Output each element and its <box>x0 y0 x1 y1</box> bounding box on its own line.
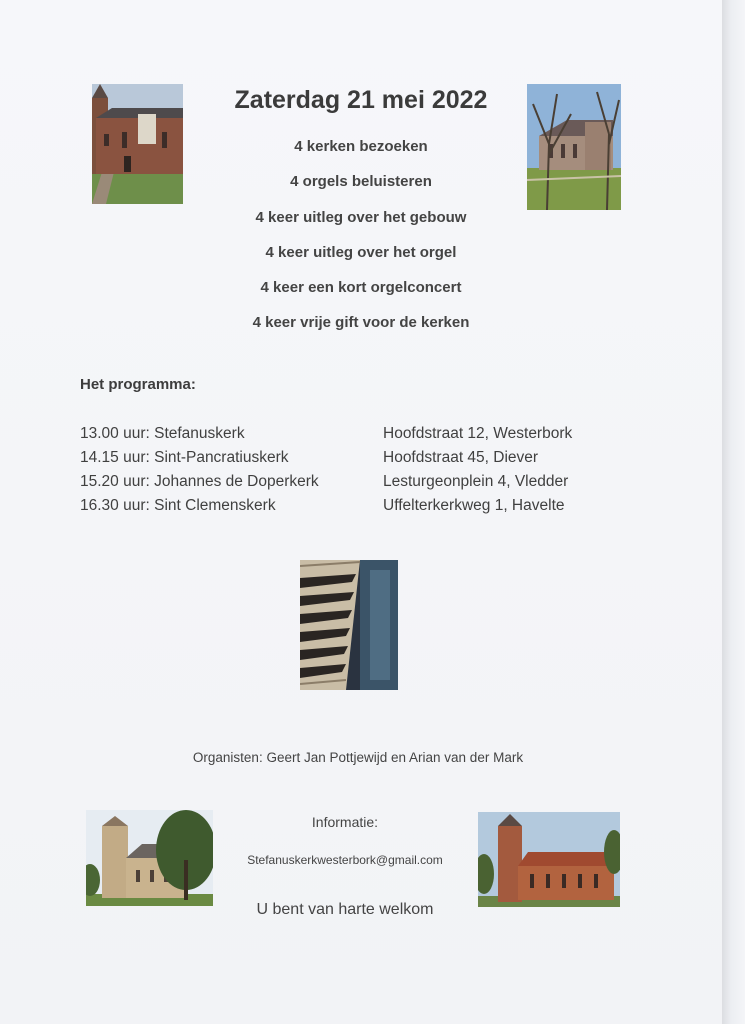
paper-edge <box>722 0 745 1024</box>
contact-email: Stefanuskerkwesterbork@gmail.com <box>247 853 443 867</box>
program-time: 14.15 uur: Sint-Pancratiuskerk <box>80 449 289 466</box>
program-time: 16.30 uur: Sint Clemenskerk <box>80 497 276 514</box>
program-address: Hoofdstraat 45, Diever <box>383 449 539 466</box>
program-time: 13.00 uur: Stefanuskerk <box>80 425 245 442</box>
organ-keys-photo <box>300 560 398 690</box>
program-address: Lesturgeonplein 4, Vledder <box>383 473 569 490</box>
program-address: Hoofdstraat 12, Westerbork <box>383 425 573 442</box>
program-time: 15.20 uur: Johannes de Doperkerk <box>80 473 319 490</box>
feature-line: 4 orgels beluisteren <box>290 173 432 190</box>
church-photo-bottom-right <box>478 812 620 907</box>
program-heading: Het programma: <box>80 376 196 393</box>
feature-line: 4 kerken bezoeken <box>294 138 428 155</box>
feature-line: 4 keer een kort orgelconcert <box>260 279 462 296</box>
feature-line: 4 keer uitleg over het orgel <box>265 244 457 261</box>
organists-line: Organisten: Geert Jan Pottjewijd en Arian van der Mark <box>192 750 524 765</box>
event-title: Zaterdag 21 mei 2022 <box>234 86 488 114</box>
welcome-text: U bent van harte welkom <box>256 901 434 918</box>
program-address: Uffelterkerkweg 1, Havelte <box>383 497 565 514</box>
info-label: Informatie: <box>311 814 379 830</box>
feature-line: 4 keer uitleg over het gebouw <box>255 209 467 226</box>
feature-line: 4 keer vrije gift voor de kerken <box>252 314 470 331</box>
